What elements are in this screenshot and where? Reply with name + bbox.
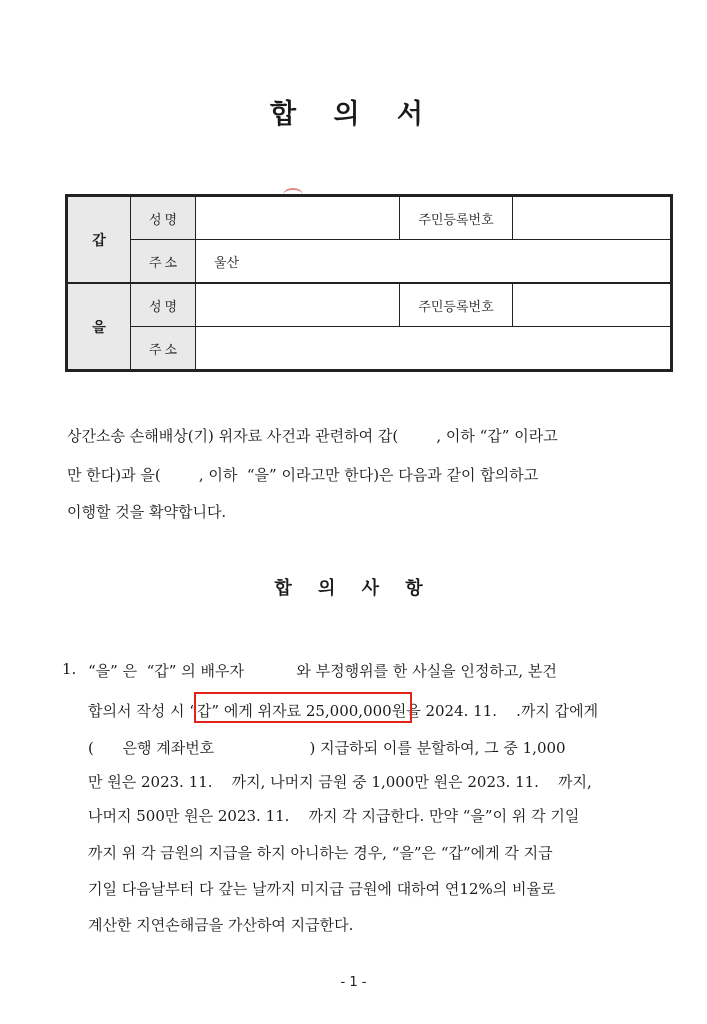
item-line-6: 까지 위 각 금원의 지급을 하지 아니하는 경우, “을”은 “갑”에게 각 지급 [88,844,553,862]
intro-line-1: 상간소송 손해배상(기) 위자료 사건과 관련하여 갑( , 이하 “갑” 이라고 [67,427,558,445]
item-line-1: “을” 은 “갑” 의 배우자 와 부정행위를 한 사실을 인정하고, 본건 [88,662,557,680]
item-line-2: 합의서 작성 시 “갑” 에게 위자료 25,000,000원을 2024. 11. .까지 갑에게 [88,702,599,720]
party-b-name-label: 성 명 [131,283,196,327]
item-line-5: 나머지 500만 원은 2023. 11. 까지 각 지급한다. 만약 “을”이 위 각 기일 [88,807,580,825]
party-a-rrn-label: 주민등록번호 [400,197,513,240]
intro-line-3: 이행할 것을 확약합니다. [67,503,227,521]
item-number: 1. [62,660,77,678]
party-b-rrn-value [513,283,671,327]
intro-line-2: 만 한다)과 을( , 이하 “을” 이라고만 한다)은 다음과 같이 합의하고 [67,466,539,484]
section-title: 합 의 사 항 [274,578,433,599]
party-b-address-label: 주 소 [131,327,196,370]
item-line-4: 만 원은 2023. 11. 까지, 나머지 금원 중 1,000만 원은 2023. 11. 까지, [88,773,592,791]
party-info-table [67,196,671,370]
party-a-address-label: 주 소 [131,240,196,284]
item-line-8: 계산한 지연손해금을 가산하여 지급한다. [88,916,354,934]
party-a-rrn-value [513,197,671,240]
party-b-name-value [196,283,400,327]
party-a-label: 갑 [68,197,131,284]
party-b-rrn-label: 주민등록번호 [400,283,513,327]
highlight-box [194,692,412,723]
party-a-name-value [196,197,400,240]
party-a-address-value: 울산 [196,240,671,284]
item-line-7: 기일 다음날부터 다 갚는 날까지 미지급 금원에 대하여 연12%의 비율로 [88,880,556,898]
item-line-3: ( 은행 계좌번호 ) 지급하되 이를 분할하여, 그 중 1,000 [88,739,566,757]
party-b-label: 을 [68,283,131,370]
party-b-address-value [196,327,671,370]
page-number: - 1 - [340,975,367,990]
party-a-name-label: 성 명 [131,197,196,240]
document-title: 합 의 서 [269,99,438,130]
